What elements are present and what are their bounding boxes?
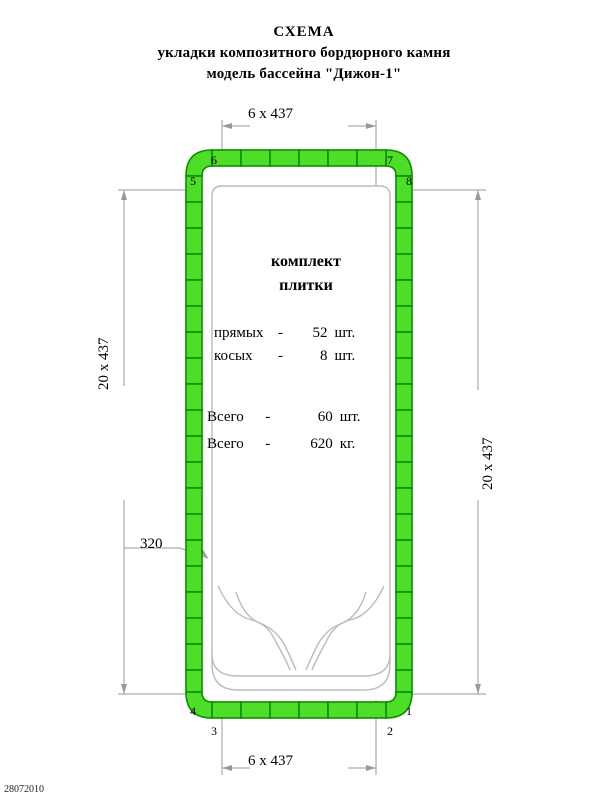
total-value: 620 bbox=[310, 436, 333, 452]
total-unit: кг. bbox=[339, 436, 356, 452]
tile-number: 2 bbox=[387, 724, 393, 738]
tile-number: 8 bbox=[406, 174, 412, 188]
table-row bbox=[206, 404, 362, 431]
spec-label: прямых bbox=[214, 325, 264, 341]
total-dash: - bbox=[265, 436, 271, 452]
spec-dash: - bbox=[278, 325, 283, 341]
title-line-1: СХЕМА bbox=[273, 24, 335, 40]
tile-number: 7 bbox=[387, 153, 393, 167]
total-value: 60 bbox=[317, 409, 333, 425]
totals-table bbox=[206, 404, 362, 458]
spec-value: 52 bbox=[312, 325, 328, 341]
drawing-code: 28072010 bbox=[4, 784, 44, 795]
table-row bbox=[212, 345, 357, 368]
tile-spec-table bbox=[212, 322, 357, 368]
kit-heading-line-2: плитки bbox=[279, 277, 333, 294]
total-dash: - bbox=[265, 409, 271, 425]
spec-unit: шт. bbox=[334, 348, 356, 364]
spec-value: 8 bbox=[320, 348, 328, 364]
total-unit: шт. bbox=[339, 409, 361, 425]
tile-number: 3 bbox=[211, 724, 217, 738]
title-line-2: укладки композитного бордюрного камня bbox=[157, 45, 451, 61]
tile-number: 4 bbox=[190, 704, 196, 718]
dimension-left-label: 20 x 437 bbox=[96, 337, 112, 390]
spec-label: косых bbox=[214, 348, 253, 364]
table-row bbox=[212, 322, 357, 345]
dimension-radius-label: 320 bbox=[140, 536, 163, 552]
dimension-top-label: 6 x 437 bbox=[248, 106, 293, 122]
total-label: Всего bbox=[207, 436, 244, 452]
kit-heading-line-1: комплект bbox=[271, 253, 341, 270]
title-line-3: модель бассейна "Дижон-1" bbox=[206, 66, 402, 82]
spec-unit: шт. bbox=[334, 325, 356, 341]
tile-number: 6 bbox=[211, 153, 217, 167]
kit-heading bbox=[196, 250, 416, 298]
total-label: Всего bbox=[207, 409, 244, 425]
spec-dash: - bbox=[278, 348, 283, 364]
tile-number: 5 bbox=[190, 174, 196, 188]
tile-number: 1 bbox=[406, 704, 412, 718]
dimension-right-label: 20 x 437 bbox=[480, 437, 496, 490]
table-row bbox=[206, 431, 362, 458]
dimension-bottom-label: 6 x 437 bbox=[248, 753, 293, 769]
